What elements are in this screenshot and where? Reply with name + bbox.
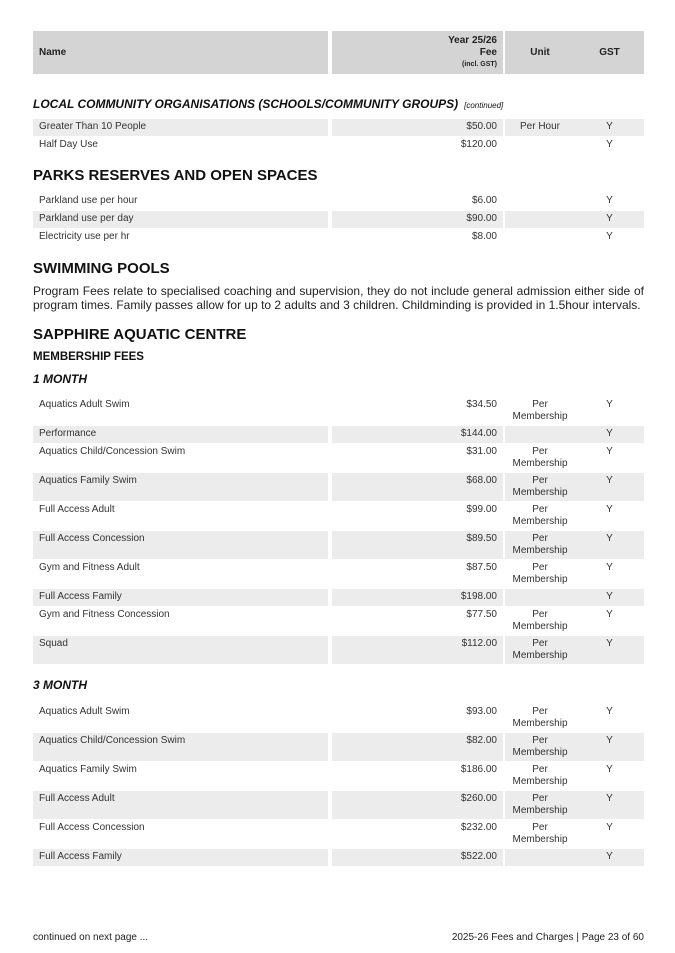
local-community-title: LOCAL COMMUNITY ORGANISATIONS (SCHOOLS/COMMUNITY GROUPS) — [33, 97, 459, 111]
row-gst: Y — [606, 195, 613, 206]
row-name: Aquatics Adult Swim — [39, 399, 130, 410]
row-unit — [505, 589, 575, 606]
row-gst: Y — [575, 791, 644, 819]
row-gst: Y — [606, 764, 613, 775]
row-fee: $99.00 — [466, 504, 497, 515]
row-name: Aquatics Family Swim — [33, 473, 328, 501]
row-gst: Y — [575, 589, 644, 606]
table-row — [33, 607, 644, 635]
table-row — [33, 502, 644, 530]
row-fee: $522.00 — [332, 849, 503, 866]
three-month-table — [33, 704, 644, 866]
row-name: Full Access Adult — [39, 504, 115, 515]
table-row — [33, 849, 644, 866]
row-name: Performance — [33, 426, 328, 443]
row-fee: $6.00 — [471, 195, 497, 206]
row-unit: Per Membership — [512, 399, 568, 422]
row-unit — [505, 849, 575, 866]
row-gst: Y — [606, 562, 613, 573]
row-gst: Y — [606, 231, 613, 242]
fees-page — [33, 31, 644, 867]
row-gst: Y — [575, 531, 644, 559]
row-fee: $120.00 — [460, 139, 497, 150]
row-fee: $90.00 — [332, 211, 503, 228]
row-name: Electricity use per hr — [39, 231, 130, 242]
continued-label: [continued] — [464, 101, 504, 110]
row-name: Full Access Family — [33, 589, 328, 606]
footer-page-info: 2025-26 Fees and Charges | Page 23 of 60 — [451, 932, 644, 943]
row-name: Full Access Concession — [33, 531, 328, 559]
row-name: Aquatics Child/Concession Swim — [33, 733, 328, 761]
row-gst: Y — [606, 822, 613, 833]
table-row — [33, 473, 644, 501]
one-month-heading: 1 MONTH — [33, 372, 87, 386]
page-footer — [33, 932, 644, 943]
table-row — [33, 791, 644, 819]
row-name: Parkland use per hour — [39, 195, 138, 206]
row-gst: Y — [575, 733, 644, 761]
row-name: Half Day Use — [39, 139, 98, 150]
row-fee: $232.00 — [460, 822, 497, 833]
table-row — [33, 229, 644, 246]
row-fee: $89.50 — [332, 531, 503, 559]
row-gst: Y — [606, 609, 613, 620]
table-row — [33, 119, 644, 136]
header-fee-label: Fee — [479, 46, 497, 58]
row-fee: $8.00 — [471, 231, 497, 242]
row-gst: Y — [575, 849, 644, 866]
row-fee: $68.00 — [332, 473, 503, 501]
table-row — [33, 733, 644, 761]
row-fee: $50.00 — [332, 119, 503, 136]
swimming-pools-paragraph: Program Fees relate to specialised coaching and supervision, they do not include general admission either side of program times. Family passes allow for up to 2 adults and 3 children. Childminding is provided in 1.5hour intervals. — [33, 284, 644, 312]
row-fee: $260.00 — [332, 791, 503, 819]
row-name: Full Access Concession — [39, 822, 145, 833]
parks-heading: PARKS RESERVES AND OPEN SPACES — [33, 167, 318, 184]
row-unit: Per Membership — [512, 822, 568, 845]
local-community-heading — [33, 97, 644, 111]
row-unit — [505, 137, 575, 154]
parks-table — [33, 193, 644, 246]
table-row — [33, 444, 644, 472]
row-name: Gym and Fitness Adult — [39, 562, 140, 573]
table-row — [33, 426, 644, 443]
row-unit: Per Membership — [512, 504, 568, 527]
footer-continued: continued on next page ... — [33, 932, 149, 943]
row-unit — [505, 229, 575, 246]
row-unit — [505, 426, 575, 443]
row-name: Full Access Adult — [33, 791, 328, 819]
row-fee: $198.00 — [332, 589, 503, 606]
row-gst: Y — [606, 399, 613, 410]
row-gst: Y — [606, 504, 613, 515]
row-name: Greater Than 10 People — [33, 119, 328, 136]
membership-fees-heading: MEMBERSHIP FEES — [33, 351, 144, 363]
row-fee: $87.50 — [466, 562, 497, 573]
row-name: Aquatics Child/Concession Swim — [39, 446, 186, 457]
row-unit: Per Membership — [512, 706, 568, 729]
table-row — [33, 397, 644, 425]
header-name: Name — [33, 31, 328, 74]
table-row — [33, 137, 644, 154]
table-row — [33, 193, 644, 210]
row-gst: Y — [606, 139, 613, 150]
row-gst: Y — [606, 706, 613, 717]
row-name: Aquatics Adult Swim — [39, 706, 130, 717]
row-name: Squad — [33, 636, 328, 664]
row-gst: Y — [575, 119, 644, 136]
row-fee: $112.00 — [332, 636, 503, 664]
row-fee: $31.00 — [466, 446, 497, 457]
table-row — [33, 589, 644, 606]
row-name: Full Access Family — [33, 849, 328, 866]
local-community-table — [33, 119, 644, 154]
table-row — [33, 820, 644, 848]
row-unit: Per Membership — [505, 791, 575, 819]
three-month-heading: 3 MONTH — [33, 678, 87, 692]
row-gst: Y — [606, 446, 613, 457]
header-fee — [332, 31, 503, 74]
row-fee: $186.00 — [460, 764, 497, 775]
row-fee: $144.00 — [332, 426, 503, 443]
row-fee: $77.50 — [466, 609, 497, 620]
row-fee: $34.50 — [466, 399, 497, 410]
table-row — [33, 762, 644, 790]
row-gst: Y — [575, 426, 644, 443]
one-month-table — [33, 397, 644, 664]
row-unit: Per Membership — [512, 446, 568, 469]
row-name: Gym and Fitness Concession — [39, 609, 170, 620]
table-header — [33, 31, 644, 74]
row-gst: Y — [575, 473, 644, 501]
row-unit: Per Membership — [512, 562, 568, 585]
table-row — [33, 531, 644, 559]
row-unit: Per Membership — [505, 473, 575, 501]
row-unit — [505, 211, 575, 228]
table-row — [33, 704, 644, 732]
table-row — [33, 211, 644, 228]
row-gst: Y — [575, 636, 644, 664]
row-unit: Per Membership — [505, 733, 575, 761]
table-row — [33, 636, 644, 664]
row-unit — [505, 193, 575, 210]
row-name: Aquatics Family Swim — [39, 764, 137, 775]
row-unit: Per Membership — [505, 531, 575, 559]
sapphire-heading: SAPPHIRE AQUATIC CENTRE — [33, 326, 247, 343]
row-fee: $93.00 — [466, 706, 497, 717]
header-fee-year: Year 25/26 — [448, 34, 497, 46]
row-gst: Y — [575, 211, 644, 228]
row-fee: $82.00 — [332, 733, 503, 761]
header-unit: Unit — [505, 31, 575, 74]
row-unit: Per Hour — [505, 119, 575, 136]
swimming-pools-heading: SWIMMING POOLS — [33, 260, 170, 277]
row-unit: Per Membership — [512, 609, 568, 632]
table-row — [33, 560, 644, 588]
row-unit: Per Membership — [505, 636, 575, 664]
header-gst: GST — [575, 31, 644, 74]
header-fee-gst-note: (incl. GST) — [462, 60, 497, 68]
row-unit: Per Membership — [512, 764, 568, 787]
row-name: Parkland use per day — [33, 211, 328, 228]
